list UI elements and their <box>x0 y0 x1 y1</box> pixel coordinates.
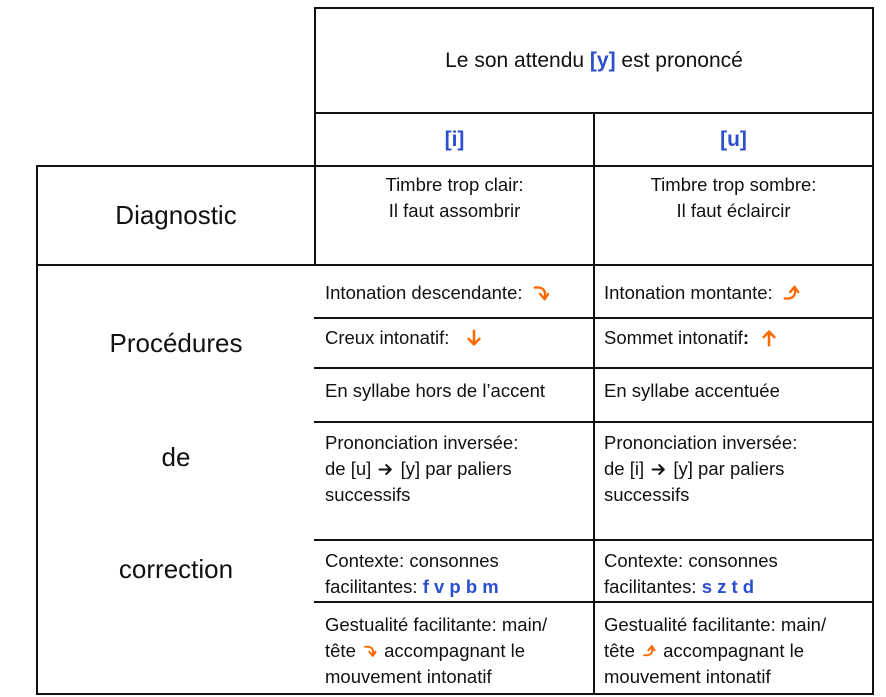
row4-u-line2-b: [y] par paliers <box>668 458 785 479</box>
diagnostic-i-line2: Il faut assombrir <box>388 200 521 221</box>
row6-u-line3: mouvement intonatif <box>604 666 771 687</box>
procedures-label-text-1: Procédures <box>109 328 243 358</box>
row-divider-3 <box>314 421 874 423</box>
row5-u-line1: Contexte: consonnes <box>604 550 778 571</box>
procedures-label-line1 <box>38 328 314 359</box>
procedures-label-text-3: correction <box>118 554 234 584</box>
curved-up-arrow-icon <box>642 644 656 658</box>
row5-i-line1: Contexte: consonnes <box>325 550 499 571</box>
row6-i-cell <box>316 612 593 690</box>
row6-u-line2-b: accompagnant le <box>658 640 805 661</box>
row-divider-2 <box>314 367 874 369</box>
row-label-diagnostic <box>38 167 314 264</box>
row4-u-cell <box>595 430 872 508</box>
row1-u-text: Intonation montante: <box>604 282 773 303</box>
row5-i-cell <box>316 548 593 600</box>
row4-i-line2-b: [y] par paliers <box>395 458 512 479</box>
table-border-right <box>872 7 874 695</box>
row3-i-text: En syllabe hors de l’accent <box>325 380 546 401</box>
column-header-i <box>316 114 593 165</box>
row6-i-line2 <box>325 638 593 664</box>
row-divider-4 <box>314 539 874 541</box>
diagnostic-u-cell <box>595 172 872 224</box>
row5-i-line2-label: facilitantes: <box>325 576 423 597</box>
row2-u-text: Sommet intonatif <box>604 327 743 348</box>
diagnostic-u-line1: Timbre trop sombre: <box>650 174 817 195</box>
row4-i-cell <box>316 430 593 508</box>
row1-i-cell <box>316 280 593 306</box>
row6-i-line2-b: accompagnant le <box>379 640 526 661</box>
row6-u-cell <box>595 612 872 690</box>
row4-i-line3: successifs <box>325 484 411 505</box>
diagnostic-u-line2: Il faut éclaircir <box>676 200 791 221</box>
row4-i-line1: Prononciation inversée: <box>325 432 519 453</box>
table-divider-procedures <box>36 264 874 266</box>
curved-down-arrow-icon <box>363 644 377 658</box>
right-arrow-icon <box>378 462 393 477</box>
row5-u-line2 <box>604 574 872 600</box>
curved-down-arrow-icon <box>532 284 550 302</box>
header-expected-sound: [y] <box>589 48 616 72</box>
row3-u-cell <box>595 378 872 404</box>
row5-u-consonants: s z t d <box>701 576 755 597</box>
row2-i-cell <box>316 325 593 351</box>
right-arrow-icon <box>651 462 666 477</box>
row2-u-colon: : <box>742 327 749 348</box>
column-header-u-label: [u] <box>720 127 747 151</box>
row-divider-1 <box>314 317 874 319</box>
header-title-suffix: est prononcé <box>615 48 743 72</box>
row4-u-line1: Prononciation inversée: <box>604 432 798 453</box>
procedures-label-line2 <box>38 442 314 473</box>
header-title <box>316 9 872 112</box>
diagnostic-i-cell <box>316 172 593 224</box>
column-header-u <box>595 114 872 165</box>
diagnostic-i-line1: Timbre trop clair: <box>385 174 524 195</box>
row2-i-text: Creux intonatif: <box>325 327 450 348</box>
row1-i-text: Intonation descendante: <box>325 282 523 303</box>
row3-u-text: En syllabe accentuée <box>604 380 780 401</box>
row5-i-consonants: f v p b m <box>422 576 499 597</box>
row2-u-cell <box>595 325 872 351</box>
row3-i-cell <box>316 378 593 404</box>
curved-up-arrow-icon <box>782 284 800 302</box>
diagnostic-label: Diagnostic <box>115 200 237 230</box>
down-arrow-icon <box>465 329 483 347</box>
up-arrow-icon <box>760 329 778 347</box>
row6-u-line1: Gestualité facilitante: main/ <box>604 614 827 635</box>
row-divider-5 <box>314 601 874 603</box>
row6-u-line2 <box>604 638 872 664</box>
row4-i-line2-a: de [u] <box>325 458 377 479</box>
row5-u-cell <box>595 548 872 600</box>
row6-u-line2-a: tête <box>604 640 640 661</box>
procedures-label-text-2: de <box>161 442 191 472</box>
row4-u-line2 <box>604 456 872 482</box>
row6-i-line3: mouvement intonatif <box>325 666 492 687</box>
row4-u-line3: successifs <box>604 484 690 505</box>
row4-i-line2 <box>325 456 593 482</box>
procedures-label-line3 <box>38 554 314 585</box>
row1-u-cell <box>595 280 872 306</box>
row5-u-line2-label: facilitantes: <box>604 576 702 597</box>
header-title-prefix: Le son attendu <box>445 48 590 72</box>
row6-i-line2-a: tête <box>325 640 361 661</box>
row6-i-line1: Gestualité facilitante: main/ <box>325 614 548 635</box>
column-header-i-label: [i] <box>444 127 465 151</box>
table-border-bottom <box>36 693 874 695</box>
row4-u-line2-a: de [i] <box>604 458 650 479</box>
row5-i-line2 <box>325 574 593 600</box>
